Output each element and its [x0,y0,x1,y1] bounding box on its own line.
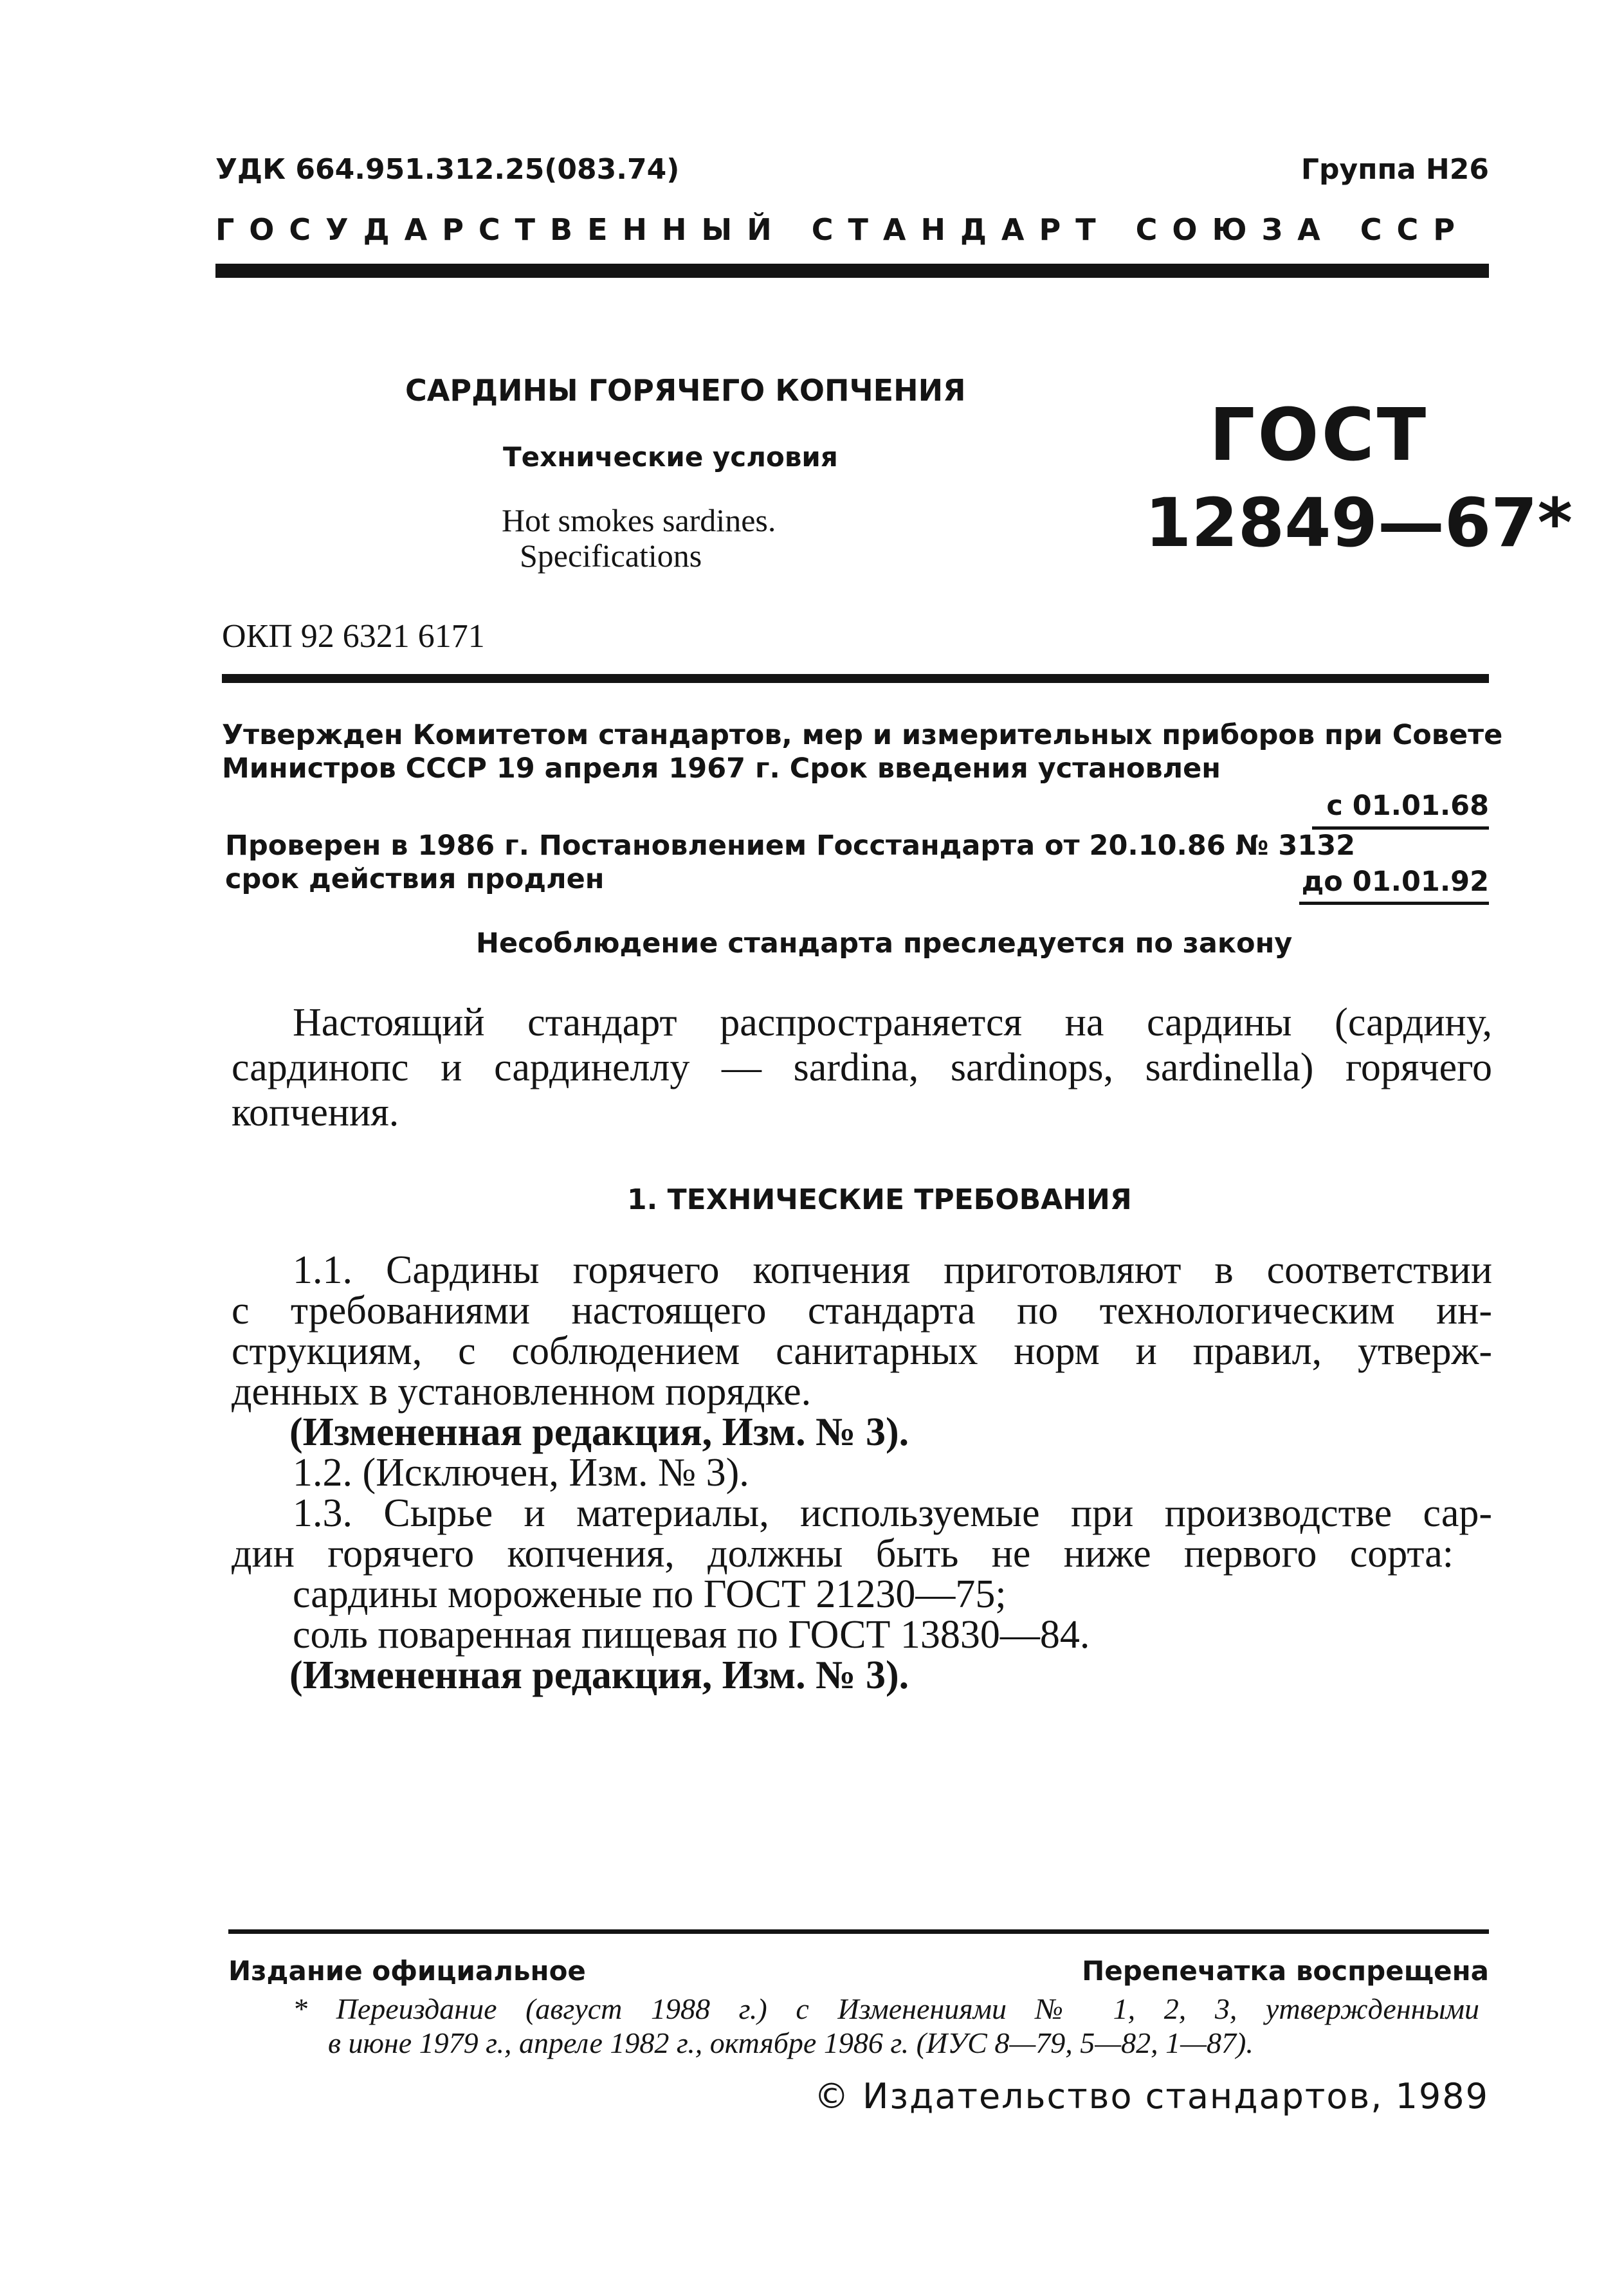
clause-1-1-line-1: 1.1. Сардины горячего копчения приготовляют в соответствии [293,1248,1492,1292]
footer-rule [228,1929,1489,1934]
document-subtitle: Технические условия [503,441,838,473]
clause-1-3-line-3: сардины мороженые по ГОСТ 21230—75; [293,1572,1007,1616]
intro-line-3: копчения. [232,1091,399,1134]
clause-1-3-line-1: 1.3. Сырье и материалы, используемые при производстве сар- [293,1491,1492,1535]
udk-code: УДК 664.951.312.25(083.74) [215,153,680,186]
clause-1-1-line-3: струкциям, с соблюдением санитарных норм и правил, утверж- [232,1329,1492,1373]
document-title: САРДИНЫ ГОРЯЧЕГО КОПЧЕНИЯ [405,373,966,408]
gost-label: ГОСТ [1209,394,1429,477]
intro-line-1: Настоящий стандарт распространяется на сардины (сардину, [293,1001,1492,1044]
clause-1-2-text: 1.2. (Исключен, Изм. № 3). [293,1451,749,1495]
revision-line-2: срок действия продлен [225,863,605,895]
intro-line-2: сардинопс и сардинеллу — sardina, sardinops, sardinella) горячего [232,1046,1492,1089]
validity-date-underline [1299,902,1489,905]
clause-1-3-line-4: соль поваренная пищевая по ГОСТ 13830—84. [293,1613,1090,1657]
group-code: Группа Н26 [1300,153,1489,186]
clause-1-3-amendment-note: (Измененная редакция, Изм. № 3). [289,1653,909,1697]
title-english-line2: Specifications [520,538,702,574]
clause-1-1-line-4: денных в установленном порядке. [232,1370,812,1414]
title-english-line1: Hot smokes sardines. [502,502,776,538]
okp-code: ОКП 92 6321 6171 [222,618,485,655]
introduction-date: с 01.01.68 [1326,790,1489,822]
section-1-heading: 1. ТЕХНИЧЕСКИЕ ТРЕБОВАНИЯ [627,1183,1132,1216]
validity-date: до 01.01.92 [1301,866,1489,898]
revision-line-1: Проверен в 1986 г. Постановлением Госстандарта от 20.10.86 № 3132 [225,830,1356,862]
reissue-note-line-2: в июне 1979 г., апреле 1982 г., октябре 1986 г. (ИУС 8—79, 5—82, 1—87). [328,2026,1254,2059]
reprint-prohibited: Перепечатка воспрещена [1082,1955,1489,1987]
clause-1-2 [293,1450,749,1495]
header-thick-rule [215,264,1489,278]
clause-1-1-line-2: с требованиями настоящего стандарта по технологическим ин- [232,1289,1492,1333]
gost-number: 12849—67* [1145,484,1573,562]
reissue-note-line-1: * Переиздание (август 1988 г.) с Изменениями № 1, 2, 3, утвержденными [293,1992,1479,2025]
approval-line-1: Утвержден Комитетом стандартов, мер и измерительных приборов при Совете [222,719,1503,751]
state-standard-text: ГОСУДАРСТВЕННЫЙ СТАНДАРТ СОЮЗА ССР [215,212,1470,247]
copyright: © Издательство стандартов, 1989 [814,2076,1489,2117]
clause-1-1-amendment-note: (Измененная редакция, Изм. № 3). [289,1410,909,1454]
official-edition: Издание официальное [228,1955,586,1987]
title-thick-rule [222,674,1489,683]
approval-line-2: Министров СССР 19 апреля 1967 г. Срок введения установлен [222,752,1221,785]
state-standard-heading [215,212,1489,247]
clause-1-3-line-2: дин горячего копчения, должны быть не ниже первого сорта: [232,1532,1454,1576]
law-notice: Несоблюдение стандарта преследуется по закону [476,927,1293,960]
